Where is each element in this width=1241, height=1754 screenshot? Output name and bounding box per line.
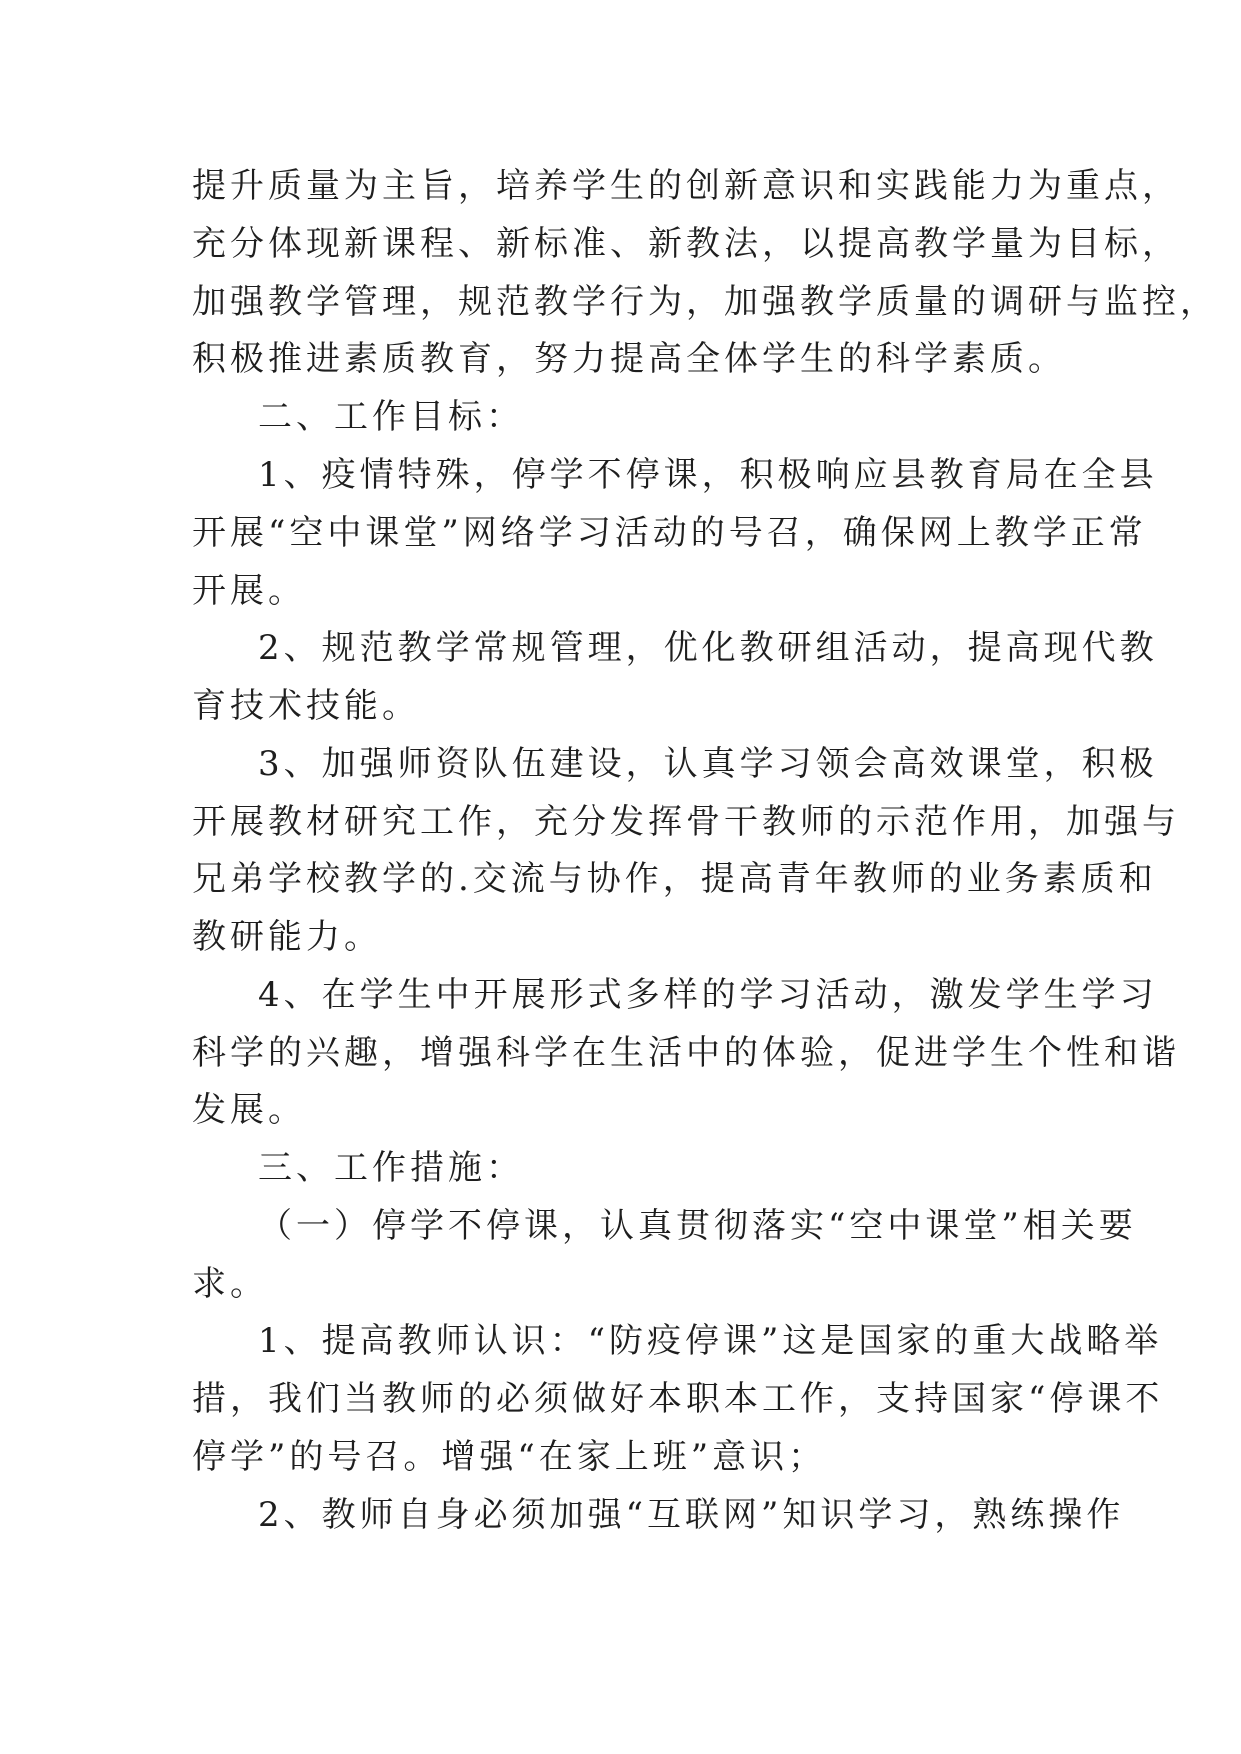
text-line: 3、加强师资队伍建设，认真学习领会高效课堂，积极: [258, 744, 1158, 784]
text-line: 充分体现新课程、新标准、新教法，以提高教学量为目标，: [192, 224, 1180, 264]
text-line: 1、提高教师认识：“防疫停课”这是国家的重大战略举: [258, 1321, 1163, 1361]
text-line: 1、疫情特殊，停学不停课，积极响应县教育局在全县: [258, 455, 1158, 495]
text-line: 育技术技能。: [192, 686, 420, 726]
text-line: 求。: [192, 1264, 268, 1304]
subsection-heading: （一）停学不停课，认真贯彻落实“空中课堂”相关要: [258, 1206, 1137, 1246]
text-line: 提升质量为主旨，培养学生的创新意识和实践能力为重点，: [192, 166, 1180, 206]
text-line: 2、规范教学常规管理，优化教研组活动，提高现代教: [258, 628, 1158, 668]
text-line: 开展。: [192, 571, 306, 611]
text-line: 科学的兴趣，增强科学在生活中的体验，促进学生个性和谐: [192, 1033, 1180, 1073]
text-line: 停学”的号召。增强“在家上班”意识；: [192, 1437, 827, 1477]
section-heading: 三、工作措施：: [258, 1148, 524, 1188]
text-line: 兄弟学校教学的.交流与协作，提高青年教师的业务素质和: [192, 859, 1157, 899]
text-line: 4、在学生中开展形式多样的学习活动，激发学生学习: [258, 975, 1158, 1015]
text-line: 教研能力。: [192, 917, 382, 957]
text-line: 开展“空中课堂”网络学习活动的号召，确保网上教学正常: [192, 513, 1147, 553]
text-line: 加强教学管理，规范教学行为，加强教学质量的调研与监控，: [192, 282, 1218, 322]
text-line: 措，我们当教师的必须做好本职本工作，支持国家“停课不: [192, 1379, 1164, 1419]
text-line: 积极推进素质教育，努力提高全体学生的科学素质。: [192, 339, 1066, 379]
section-heading: 二、工作目标：: [258, 397, 524, 437]
text-line: 开展教材研究工作，充分发挥骨干教师的示范作用，加强与: [192, 802, 1180, 842]
text-line: 发展。: [192, 1090, 306, 1130]
text-line: 2、教师自身必须加强“互联网”知识学习，熟练操作: [258, 1495, 1125, 1535]
